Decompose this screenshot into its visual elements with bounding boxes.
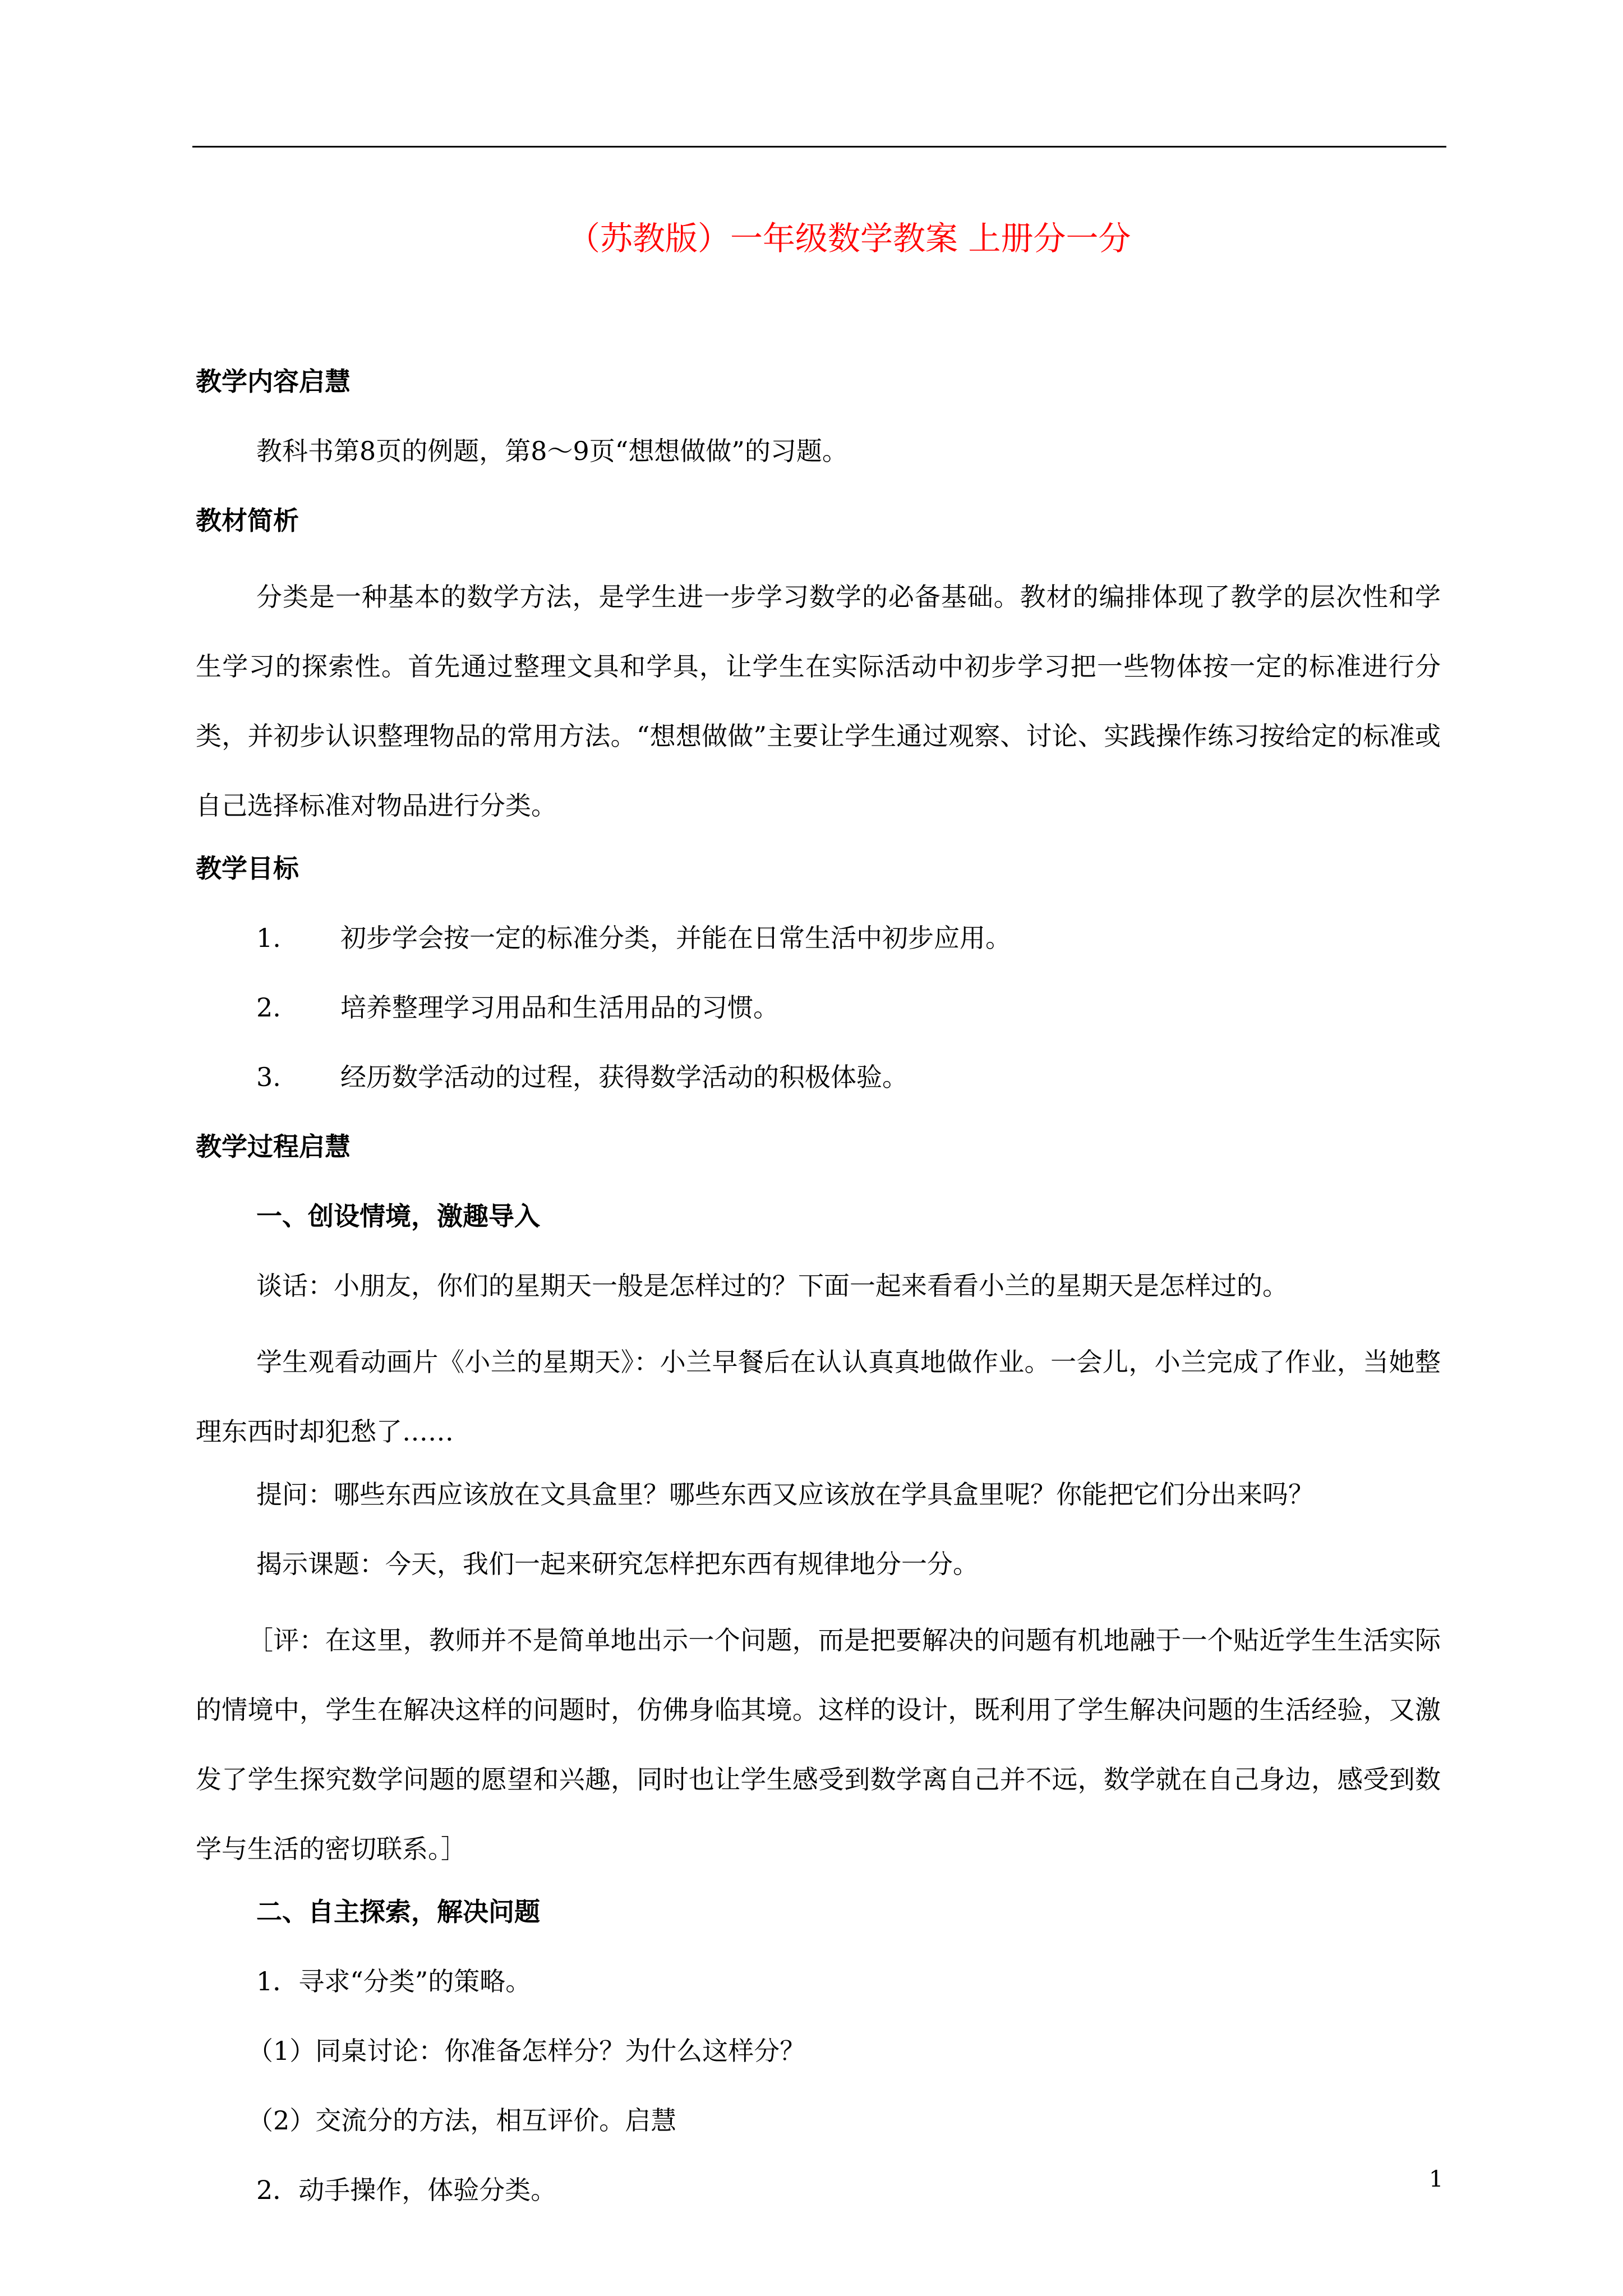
- section-heading-content: 教学内容启慧: [196, 366, 351, 397]
- part1-heading: 一、创设情境，激趣导入: [256, 1201, 540, 1231]
- goal-number: 1.: [256, 923, 281, 953]
- goal-text: 初步学会按一定的标准分类，并能在日常生活中初步应用。: [340, 923, 1011, 953]
- part2-heading: 二、自主探索，解决问题: [256, 1897, 540, 1927]
- document-body: [196, 353, 1444, 2231]
- goal-number: 2.: [256, 992, 281, 1023]
- goal-item: [196, 1049, 1441, 1119]
- header-rule: [192, 146, 1446, 148]
- section-heading-process: 教学过程启慧: [196, 1131, 351, 1162]
- analysis-paragraph: 分类是一种基本的数学方法，是学生进一步学习数学的必备基础。教材的编排体现了教学的层次性和学生学习的探索性。首先通过整理文具和学具，让学生在实际活动中初步学习把一些物体按一定的标准进行分类，并初步认识整理物品的常用方法。“想想做做”主要让学生通过观察、讨论、实践操作练习按给定的标准或自己选择标准对物品进行分类。: [196, 582, 1441, 821]
- step1b: （2）交流分的方法，相互评价。启慧: [247, 2105, 677, 2136]
- question-paragraph: 提问：哪些东西应该放在文具盒里？哪些东西又应该放在学具盒里呢？你能把它们分出来吗？: [256, 1479, 1314, 1510]
- step2: 2．动手操作，体验分类。: [256, 2175, 557, 2205]
- goal-text: 培养整理学习用品和生活用品的习惯。: [340, 992, 779, 1023]
- goal-text: 经历数学活动的过程，获得数学活动的积极体验。: [340, 1062, 908, 1092]
- talk-paragraph: 谈话：小朋友，你们的星期天一般是怎样过的？下面一起来看看小兰的星期天是怎样过的。: [256, 1271, 1288, 1301]
- section-heading-analysis: 教材简析: [196, 505, 299, 536]
- step1a: （1）同桌讨论：你准备怎样分？为什么这样分？: [247, 2036, 806, 2066]
- document-title: （苏教版）一年级数学教案 上册分一分: [568, 219, 1131, 257]
- watch-paragraph: 学生观看动画片《小兰的星期天》：小兰早餐后在认认真真地做作业。一会儿，小兰完成了作业，当她整理东西时却犯愁了……: [196, 1347, 1441, 1447]
- goal-number: 3.: [256, 1062, 281, 1092]
- content-text: 教科书第8页的例题，第8～9页“想想做做”的习题。: [256, 436, 848, 466]
- comment-paragraph: ［评：在这里，教师并不是简单地出示一个问题，而是把要解决的问题有机地融于一个贴近学生生活实际的情境中，学生在解决这样的问题时，仿佛身临其境。这样的设计，既利用了学生解决问题的生活经验，又激发了学生探究数学问题的愿望和兴趣，同时也让学生感受到数学离自己并不远，数学就在自己身边，感受到数学与生活的密切联系。］: [196, 1625, 1441, 1864]
- reveal-paragraph: 揭示课题：今天，我们一起来研究怎样把东西有规律地分一分。: [256, 1549, 979, 1579]
- step1: 1．寻求“分类”的策略。: [256, 1966, 532, 1996]
- section-heading-goals: 教学目标: [196, 853, 299, 884]
- goal-item: [196, 910, 1441, 979]
- page-number: 1: [1429, 2166, 1444, 2192]
- goal-item: [196, 979, 1441, 1049]
